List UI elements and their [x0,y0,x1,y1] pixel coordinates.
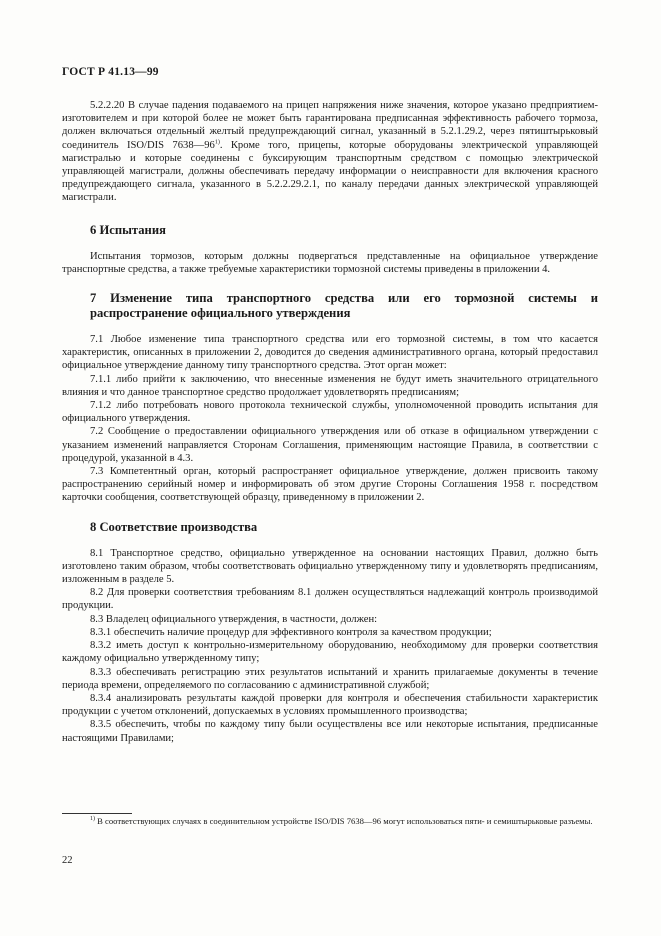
clause-7-1: 7.1 Любое изменение типа транспортного средства или его тормозной системы, в том что касается характеристик, описанных в приложении 2, доводится до сведения административного органа, который предоставил официальное утверждение данному типу транспортного средства. Этот орган может: [62,334,598,372]
page-body [62,99,598,745]
footnote-text: В соответствующих случаях в соединительном устройстве ISO/DIS 7638—96 могут использоваться пяти- и семиштырьковые разъемы. [95,816,593,826]
clause-8-3-3: 8.3.3 обеспечивать регистрацию этих результатов испытаний и хранить прилагаемые документы в течение периода времени, определяемого по согласованию с административной службой; [62,666,598,691]
clause-5-2-2-20-text: 5.2.2.20 В случае падения подаваемого на прицеп напряжения ниже значения, которое указано предприятием-изготовителем и при которой более не может быть гарантирована предписанная эффективность рабочего тормоза, должен включаться отдельный желтый предупреждающий сигнал, указанный в 5.2.1.29.2, через пятиштырьковый соединитель ISO/DIS 7638—96 [62,100,598,151]
clause-7-1-2: 7.1.2 либо потребовать нового протокола технической службы, уполномоченной проводить испытания для официального утверждения. [62,400,598,425]
clause-8-3-1: 8.3.1 обеспечить наличие процедур для эффективного контроля за качеством продукции; [90,626,492,638]
footnote-ref: 1) [214,139,220,146]
section-7-heading: 7 Изменение типа транспортного средства или его тормозной системы и распространение официального утверждения [90,291,598,321]
clause-8-2: 8.2 Для проверки соответствия требованиям 8.1 должен осуществляться надлежащий контроль производимой продукции. [62,587,598,612]
clause-8-1: 8.1 Транспортное средство, официально утвержденное на основании настоящих Правил, должно быть изготовлено таким образом, чтобы соответствовать официально утвержденному типу и удовлетворять предписаниям, изложенным в разделе 5. [62,547,598,586]
clause-8-3: 8.3 Владелец официального утверждения, в частности, должен: [90,613,378,625]
clause-5-2-2-20 [62,99,598,205]
clause-8-3-5: 8.3.5 обеспечить, чтобы по каждому типу были осуществлены все или некоторые испытания, предписанные настоящими Правилами; [62,719,598,744]
clause-7-2: 7.2 Сообщение о предоставлении официального утверждения или об отказе в официальном утверждении с указанием изменений направляется Сторонам Соглашения, применяющим настоящие Правила, в соответствии с процедурой, указанной в 4.3. [62,426,598,464]
document-header: ГОСТ Р 41.13—99 [62,66,159,78]
clause-7-1-1: 7.1.1 либо прийти к заключению, что внесенные изменения не будут иметь значительного отрицательного влияния и что данное транспортное средство продолжает удовлетворять предписаниям; [62,373,598,398]
section-8-heading: 8 Соответствие производства [90,519,258,534]
footnote [62,816,598,828]
clause-8-3-2: 8.3.2 иметь доступ к контрольно-измерительному оборудованию, необходимому для проверки соответствия каждому официально утвержденному типу; [62,640,598,665]
section-6-heading: 6 Испытания [90,222,166,237]
section-6-text: Испытания тормозов, которым должны подвергаться представленные на официальное утверждение транспортные средства, а также требуемые характеристики тормозной системы приведены в приложении 4. [62,250,598,275]
clause-5-2-2-20-continuation: . Кроме того, прицепы, которые оборудованы электрической управляющей магистралью и которые соединены с буксирующим транспортным средством с помощью электрической управляющей магистрали, должны обеспечивать передачу информации о неисправности для включения красного предупреждающего сигнала, указанного в 5.2.2.29.2.1, по каналу передачи данных электрической управляющей магистрали. [62,139,598,204]
footnote-marker: 1) [90,816,95,823]
clause-7-3: 7.3 Компетентный орган, который распространяет официальное утверждение, должен присвоить такому распространению серийный номер и информировать об этом другие Стороны Соглашения 1958 г. посредством карточки сообщения, соответствующей образцу, приведенному в приложении 2. [62,466,598,504]
page-number: 22 [62,855,73,866]
clause-8-3-4: 8.3.4 анализировать результаты каждой проверки для контроля и обеспечения стабильности характеристик продукции с учетом отклонений, допускаемых в условиях промышленного производства; [62,692,598,718]
footnote-divider [62,813,132,814]
